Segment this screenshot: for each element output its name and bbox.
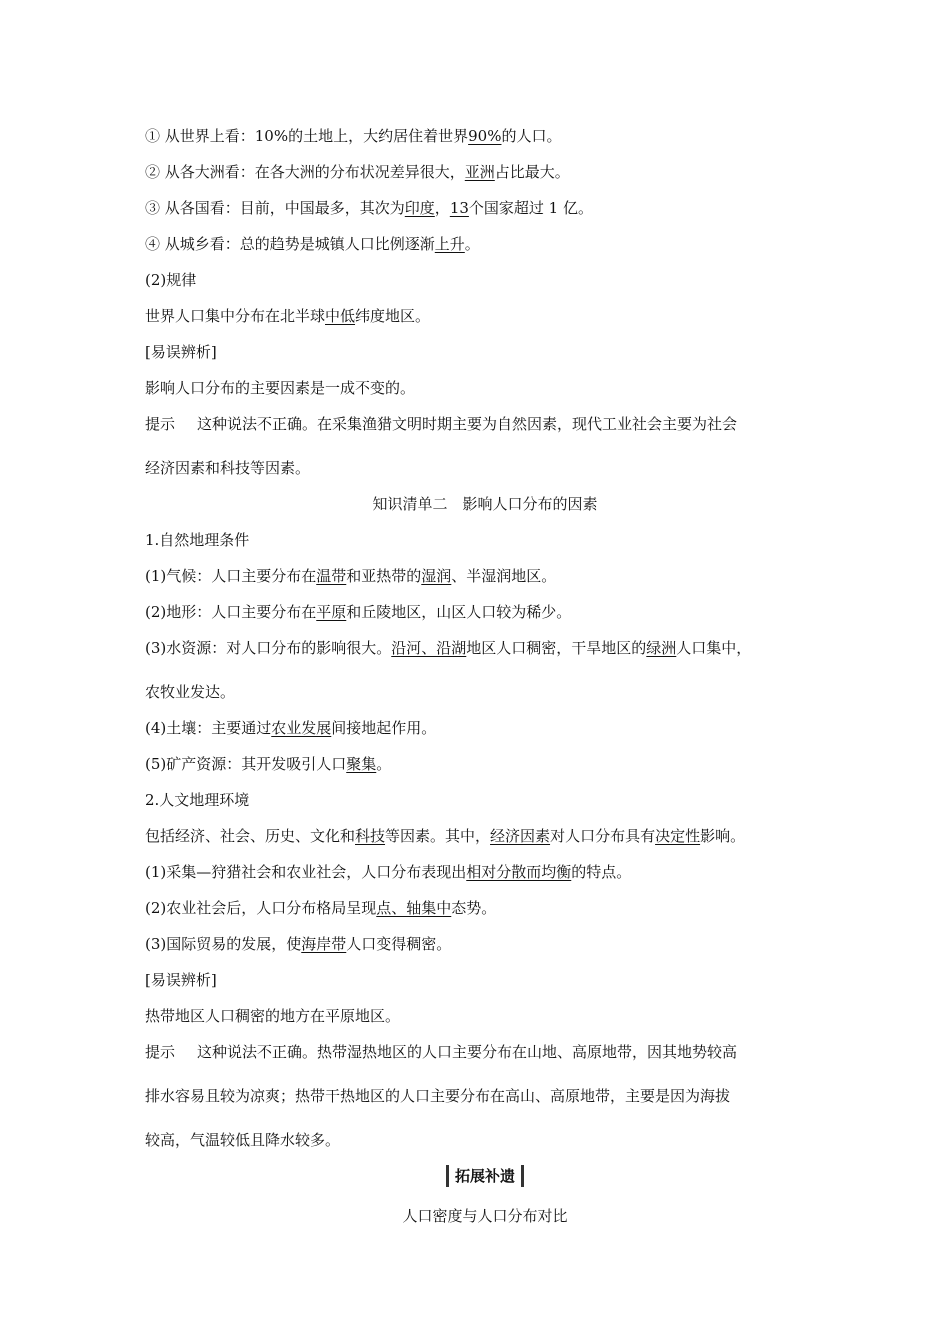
text-segment: 热带地区人口稠密的地方在平原地区。 — [145, 1007, 401, 1025]
tip-paragraph-cont: 经济因素和科技等因素。 — [145, 459, 311, 477]
section-title: 知识清单二 影响人口分布的因素 — [372, 495, 598, 513]
text-segment: 纬度地区。 — [355, 307, 431, 325]
extension-badge-row — [145, 1154, 825, 1198]
text-line — [145, 334, 825, 370]
document-body — [145, 118, 825, 1234]
text-line — [145, 190, 825, 226]
tip-text: 这种说法不正确。热带湿热地区的人口主要分布在山地、高原地带，因其地势较高 — [197, 1043, 738, 1061]
underlined-answer: 上升 — [434, 235, 465, 253]
underlined-answer: 决定性 — [655, 827, 701, 845]
text-segment: 2.人文地理环境 — [145, 791, 250, 809]
text-line — [145, 298, 825, 334]
text-segment: [易误辨析] — [145, 971, 217, 989]
text-line — [145, 710, 825, 746]
text-line — [145, 370, 825, 406]
extension-badge: 拓展补遗 — [446, 1165, 524, 1187]
underlined-answer: 海岸带 — [301, 935, 347, 953]
text-line — [145, 674, 825, 710]
text-segment: 和亚热带的 — [346, 567, 422, 585]
text-segment: 世界人口集中分布在北半球 — [145, 307, 326, 325]
text-segment: ② 从各大洲看：在各大洲的分布状况差异很大， — [145, 163, 465, 181]
underlined-answer: 聚集 — [346, 755, 377, 773]
text-segment: (2)规律 — [145, 271, 197, 289]
underlined-answer: 温带 — [316, 567, 347, 585]
text-segment: (3)水资源：对人口分布的影响很大。 — [145, 639, 392, 657]
text-line — [145, 262, 825, 298]
text-line — [145, 782, 825, 818]
text-segment: 态势。 — [451, 899, 497, 917]
text-segment: 个国家超过 1 亿。 — [468, 199, 593, 217]
underlined-answer: 经济因素 — [490, 827, 551, 845]
tip-label: 提示 — [145, 415, 176, 433]
underlined-answer: 农业发展 — [271, 719, 332, 737]
tip-paragraph-cont: 较高，气温较低且降水较多。 — [145, 1131, 341, 1149]
underlined-answer: 相对分散而均衡 — [466, 863, 572, 881]
underlined-answer: 亚洲 — [464, 163, 495, 181]
text-segment: 和丘陵地区，山区人口较为稀少。 — [346, 603, 572, 621]
tip-paragraph — [145, 1034, 825, 1078]
text-segment: (1)气候：人口主要分布在 — [145, 567, 317, 585]
underlined-answer: 沿河、沿湖 — [391, 639, 467, 657]
tip-text: 这种说法不正确。在采集渔猎文明时期主要为自然因素，现代工业社会主要为社会 — [197, 415, 738, 433]
text-segment: 影响。 — [700, 827, 746, 845]
text-line — [145, 890, 825, 926]
text-line — [145, 998, 825, 1034]
text-line — [145, 746, 825, 782]
text-segment: [易误辨析] — [145, 343, 217, 361]
text-segment: 、半湿润地区。 — [451, 567, 557, 585]
underlined-answer: 印度 — [404, 199, 435, 217]
text-segment: 。 — [464, 235, 480, 253]
text-segment: 人口变得稠密。 — [346, 935, 452, 953]
underlined-answer: 90% — [468, 127, 502, 145]
tip-paragraph-cont: 排水容易且较为凉爽；热带干热地区的人口主要分布在高山、高原地带，主要是因为海拔 — [145, 1087, 731, 1105]
underlined-answer: 科技 — [355, 827, 386, 845]
text-line — [145, 630, 825, 674]
text-line — [145, 594, 825, 630]
text-segment: 农牧业发达。 — [145, 683, 236, 701]
text-line — [145, 118, 825, 154]
text-segment: 间接地起作用。 — [331, 719, 437, 737]
text-segment: 。 — [376, 755, 392, 773]
underlined-answer: 13 — [449, 199, 469, 217]
underlined-answer: 湿润 — [421, 567, 452, 585]
tip-paragraph — [145, 406, 825, 450]
underlined-answer: 绿洲 — [646, 639, 677, 657]
text-segment: ， — [434, 199, 450, 217]
influencing-factors — [145, 522, 825, 1034]
text-segment: ③ 从各国看：目前，中国最多，其次为 — [145, 199, 405, 217]
text-line — [145, 962, 825, 998]
text-line — [145, 818, 825, 854]
text-segment: 的人口。 — [501, 127, 562, 145]
text-line — [145, 558, 825, 594]
text-segment: (2)地形：人口主要分布在 — [145, 603, 317, 621]
text-segment: 包括经济、社会、历史、文化和 — [145, 827, 356, 845]
text-segment: ④ 从城乡看：总的趋势是城镇人口比例逐渐 — [145, 235, 435, 253]
underlined-answer: 平原 — [316, 603, 347, 621]
text-segment: (3)国际贸易的发展，使 — [145, 935, 302, 953]
text-segment: (2)农业社会后，人口分布格局呈现 — [145, 899, 377, 917]
text-line — [145, 926, 825, 962]
text-segment: 影响人口分布的主要因素是一成不变的。 — [145, 379, 416, 397]
text-segment: 人口集中， — [676, 639, 752, 657]
text-segment: 等因素。其中， — [385, 827, 491, 845]
text-segment: 对人口分布具有 — [550, 827, 656, 845]
extension-title: 人口密度与人口分布对比 — [402, 1207, 568, 1225]
text-line — [145, 226, 825, 262]
tip-label: 提示 — [145, 1043, 176, 1061]
text-segment: 占比最大。 — [494, 163, 570, 181]
population-distribution-facts — [145, 118, 825, 406]
underlined-answer: 中低 — [325, 307, 356, 325]
text-segment: 1.自然地理条件 — [145, 531, 250, 549]
text-segment: ① 从世界上看：10%的土地上，大约居住着世界 — [145, 127, 469, 145]
text-segment: (1)采集—狩猎社会和农业社会，人口分布表现出 — [145, 863, 467, 881]
text-segment: 的特点。 — [571, 863, 632, 881]
text-line — [145, 522, 825, 558]
text-line — [145, 854, 825, 890]
text-segment: 地区人口稠密，干旱地区的 — [466, 639, 647, 657]
text-line — [145, 154, 825, 190]
text-segment: (5)矿产资源：其开发吸引人口 — [145, 755, 347, 773]
text-segment: (4)土壤：主要通过 — [145, 719, 272, 737]
underlined-answer: 点、轴集中 — [376, 899, 452, 917]
